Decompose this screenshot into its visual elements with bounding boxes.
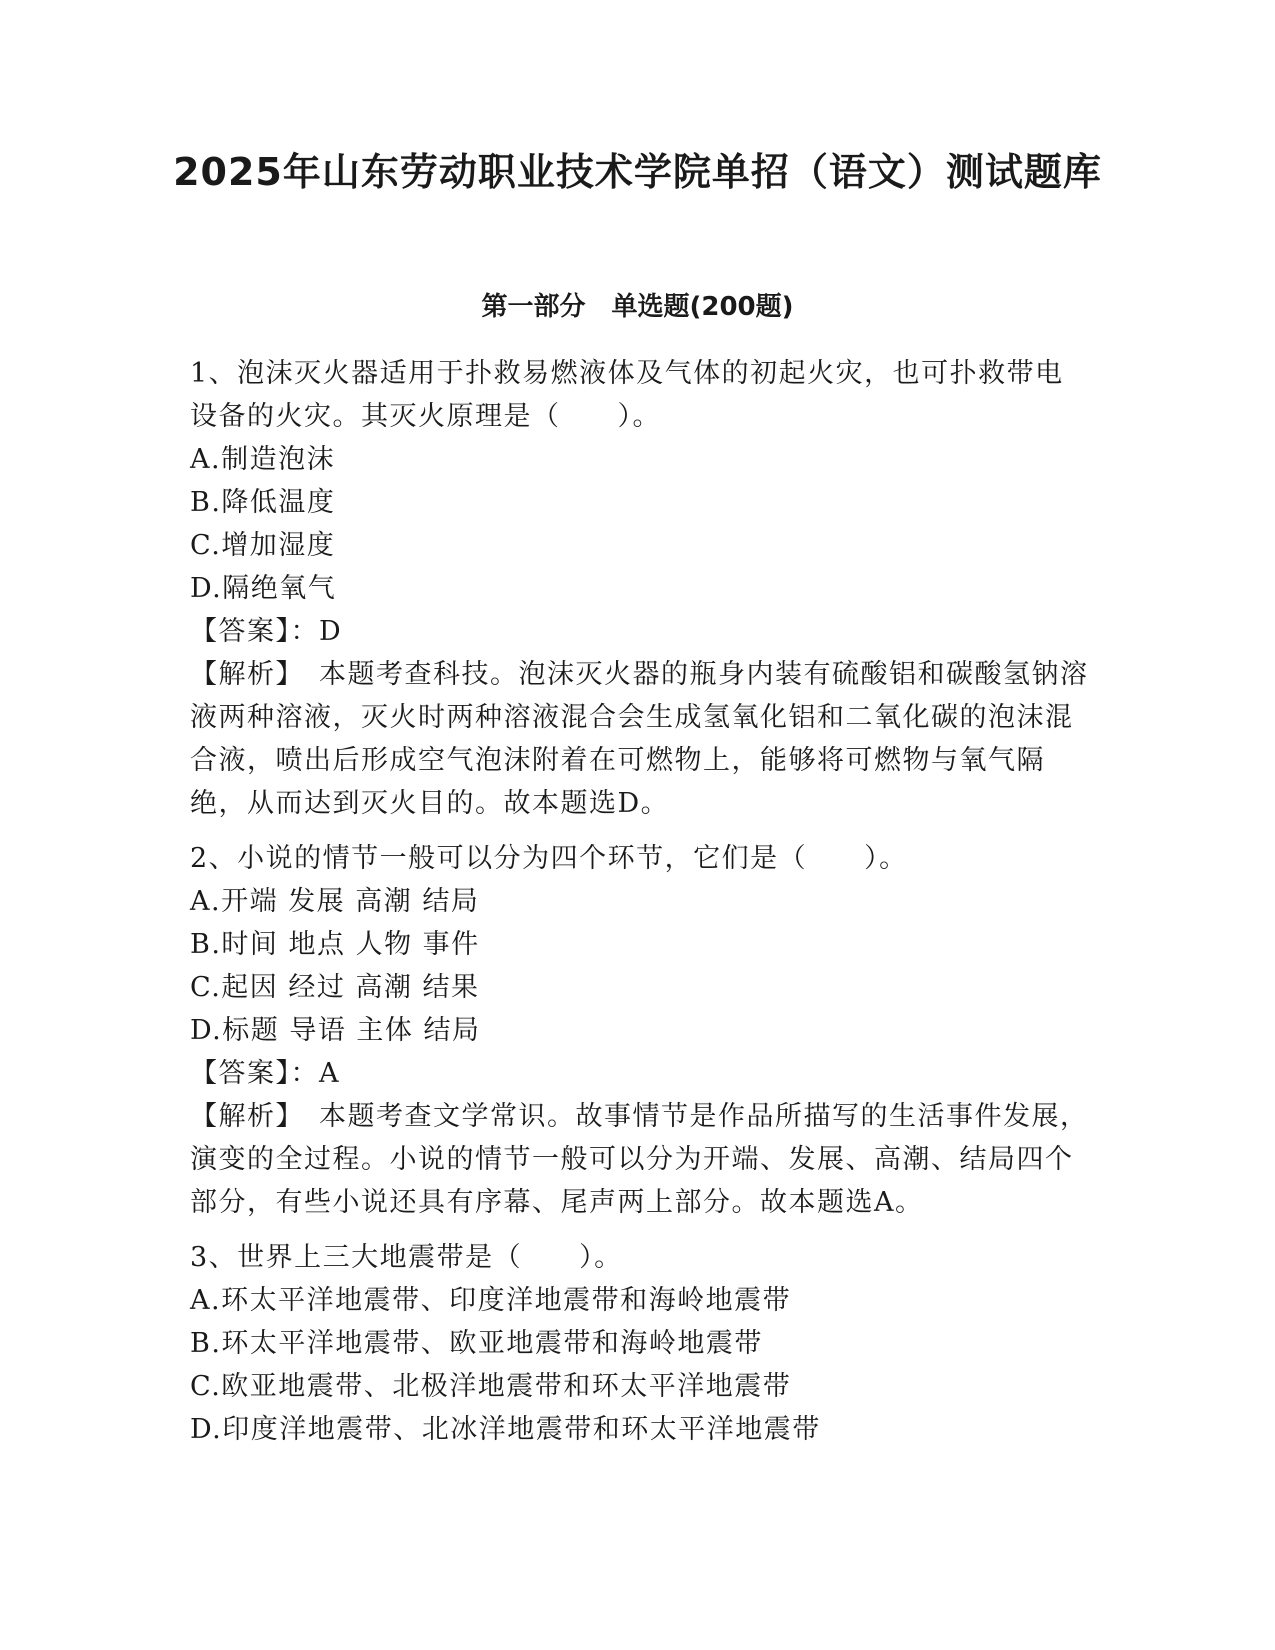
analysis-paragraph: 【解析】 本题考查科技。泡沫灭火器的瓶身内装有硫酸铝和碳酸氢钠溶液两种溶液，灭火时两种溶液混合会生成氢氧化铝和二氧化碳的泡沫混合液，喷出后形成空气泡沫附着在可燃物上，能够将可燃物与氧气隔绝，从而达到灭火目的。故本题选D。 bbox=[190, 659, 1089, 819]
option-c: C.起因 经过 高潮 结果 bbox=[190, 972, 480, 1003]
option-c: C.增加湿度 bbox=[190, 530, 336, 561]
question-list bbox=[190, 352, 1090, 1463]
question-1 bbox=[190, 352, 1090, 825]
option-a: A.环太平洋地震带、印度洋地震带和海岭地震带 bbox=[190, 1285, 792, 1316]
option-d: D.标题 导语 主体 结局 bbox=[190, 1015, 481, 1046]
question-stem: 2、小说的情节一般可以分为四个环节，它们是（ ）。 bbox=[190, 843, 908, 874]
question-stem: 3、世界上三大地震带是（ ）。 bbox=[190, 1242, 623, 1273]
option-c: C.欧亚地震带、北极洋地震带和环太平洋地震带 bbox=[190, 1371, 792, 1402]
option-b: B.环太平洋地震带、欧亚地震带和海岭地震带 bbox=[190, 1328, 763, 1359]
answer-line: 【答案】：A bbox=[190, 1058, 340, 1089]
option-a: A.制造泡沫 bbox=[190, 444, 336, 475]
option-b: B.降低温度 bbox=[190, 487, 336, 518]
option-b: B.时间 地点 人物 事件 bbox=[190, 929, 480, 960]
analysis-paragraph: 【解析】 本题考查文学常识。故事情节是作品所描写的生活事件发展，演变的全过程。小说的情节一般可以分为开端、发展、高潮、结局四个部分，有些小说还具有序幕、尾声两上部分。故本题选A。 bbox=[190, 1101, 1089, 1218]
question-2 bbox=[190, 837, 1090, 1224]
answer-line: 【答案】：D bbox=[190, 616, 343, 647]
option-d: D.隔绝氧气 bbox=[190, 573, 337, 604]
option-a: A.开端 发展 高潮 结局 bbox=[190, 886, 480, 917]
option-d: D.印度洋地震带、北冰洋地震带和环太平洋地震带 bbox=[190, 1414, 821, 1445]
question-stem: 1、泡沫灭火器适用于扑救易燃液体及气体的初起火灾，也可扑救带电设备的火灾。其灭火原理是（ ）。 bbox=[190, 358, 1064, 432]
question-3 bbox=[190, 1236, 1090, 1451]
document-title: 2025年山东劳动职业技术学院单招（语文）测试题库 bbox=[173, 150, 1102, 194]
section-title: 第一部分 单选题(200题) bbox=[481, 292, 794, 322]
